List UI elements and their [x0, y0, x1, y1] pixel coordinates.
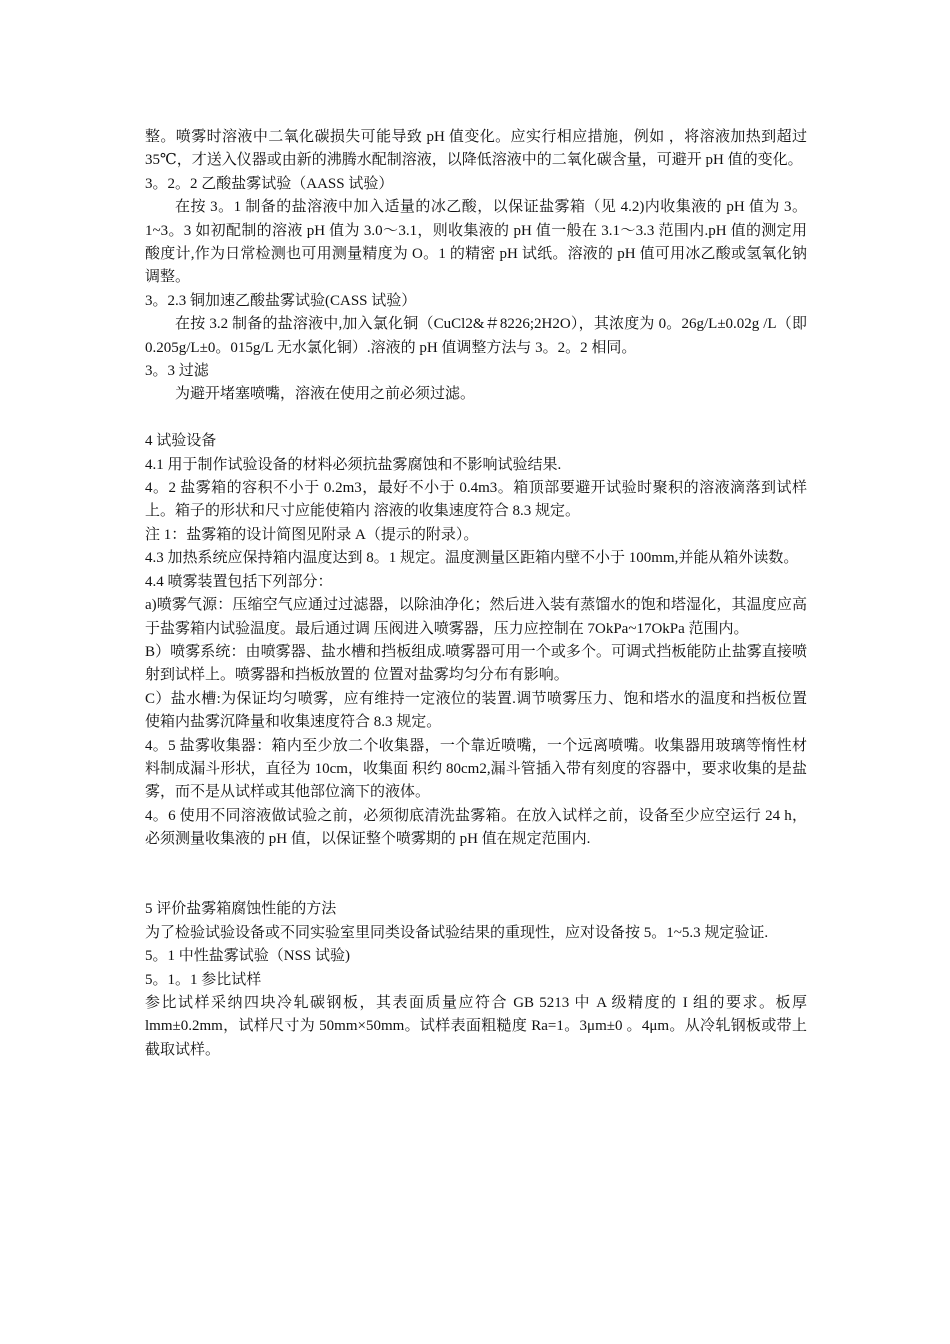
paragraph-4-4-a: a)喷雾气源：压缩空气应通过过滤器，以除油净化；然后进入装有蒸馏水的饱和塔湿化，其温度应高于盐雾箱内试验温度。最后通过调 压阀进入喷雾器，压力应控制在 7OkPa~17OkPa 范围内。	[145, 597, 807, 637]
paragraph-filtering: 为避开堵塞喷嘴，溶液在使用之前必须过滤。	[175, 386, 476, 403]
heading-4-test-equipment: 4 试验设备	[145, 433, 217, 450]
paragraph-4-4-b: B）喷雾系统：由喷雾器、盐水槽和挡板组成.喷雾器可用一个或多个。可调式挡板能防止盐雾直接喷射到试样上。喷雾器和挡板放置的 位置对盐雾均匀分布有影响。	[145, 643, 807, 684]
paragraph-cass-procedure: 在按 3.2 制备的盐溶液中,加入氯化铜（CuCl2&＃8226;2H2O），其浓度为 0。26g/L±0.02g /L（即 0.205g/L±0。015g/L 无水氯化铜）.溶液的 pH 值调整方法与 3。2。2 相同。	[145, 316, 807, 356]
paragraph-5-intro: 为了检验试验设备或不同实验室里同类设备试验结果的重现性，应对设备按 5。1~5.3 规定验证.	[145, 924, 769, 941]
heading-5-evaluation-method: 5 评价盐雾箱腐蚀性能的方法	[145, 901, 337, 918]
heading-5-1-nss: 5。1 中性盐雾试验（NSS 试验)	[145, 948, 351, 965]
paragraph-4-1: 4.1 用于制作试验设备的材料必须抗盐雾腐蚀和不影响试验结果.	[145, 456, 562, 473]
heading-3-3-filtering: 3。3 过滤	[145, 363, 209, 380]
paragraph-4-3: 4.3 加热系统应保持箱内温度达到 8。1 规定。温度测量区距箱内壁不小于 100mm,并能从箱外读数。	[145, 550, 799, 567]
heading-5-1-1-reference-sample: 5。1。1 参比试样	[145, 971, 262, 988]
paragraph-4-2: 4。2 盐雾箱的容积不小于 0.2m3，最好不小于 0.4m3。箱顶部要避开试验时聚积的溶液滴落到试样上。箱子的形状和尺寸应能使箱内 溶液的收集速度符合 8.3 规定。	[145, 480, 807, 520]
blank-lines	[145, 852, 807, 899]
paragraph-reference-sample: 参比试样采纳四块冷轧碳钢板，其表面质量应符合 GB 5213 中 A 级精度的 I 组的要求。板厚 lmm±0.2mm，试样尺寸为 50mm×50mm。试样表面粗糙度 Ra=1。3μm±0 。4μm。从冷轧钢板或带上截取试样。	[145, 995, 807, 1058]
paragraph-4-4-c: C）盐水槽:为保证均匀喷雾，应有维持一定液位的装置.调节喷雾压力、饱和塔水的温度和挡板位置使箱内盐雾沉降量和收集速度符合 8.3 规定。	[145, 690, 807, 731]
heading-3-2-3-cass: 3。2.3 铜加速乙酸盐雾试验(CASS 试验）	[145, 292, 417, 309]
paragraph-aass-procedure: 在按 3。1 制备的盐溶液中加入适量的冰乙酸，以保证盐雾箱（见 4.2)内收集液的 pH 值为 3。1~3。3 如初配制的溶液 pH 值为 3.0～3.1，则收集液的 pH 值一般在 3.1～3.3 范围内.pH 值的测定用酸度计,作为日常检测也可用测量精度为 O。1 的精密 pH 试纸。溶液的 pH 值可用冰乙酸或氢氧化钠调整。	[145, 199, 807, 286]
heading-3-2-2-aass: 3。2。2 乙酸盐雾试验（AASS 试验）	[145, 175, 394, 192]
paragraph-4-5: 4。5 盐雾收集器：箱内至少放二个收集器，一个靠近喷嘴，一个远离喷嘴。收集器用玻璃等惰性材料制成漏斗形状，直径为 10cm，收集面 积约 80cm2,漏斗管插入带有刻度的容器中，要求收集的是盐雾，而不是从试样或其他部位滴下的液体。	[145, 737, 807, 801]
paragraph-4-6: 4。6 使用不同溶液做试验之前，必须彻底清洗盐雾箱。在放入试样之前，设备至少应空运行 24 h，必须测量收集液的 pH 值，以保证整个喷雾期的 pH 值在规定范围内.	[145, 807, 807, 848]
paragraph-4-4: 4.4 喷雾装置包括下列部分：	[145, 573, 333, 590]
paragraph-solution-ph-note: 整。喷雾时溶液中二氧化碳损失可能导致 pH 值变化。应实行相应措施，例如 ，将溶液加热到超过 35℃，才送入仪器或由新的沸腾水配制溶液，以降低溶液中的二氧化碳含量，可避开 pH 值的变化。	[145, 129, 807, 169]
blank-line	[145, 407, 807, 430]
document-page	[145, 126, 807, 1062]
paragraph-note-1: 注 1：盐雾箱的设计简图见附录 A（提示的附录）。	[145, 526, 479, 543]
